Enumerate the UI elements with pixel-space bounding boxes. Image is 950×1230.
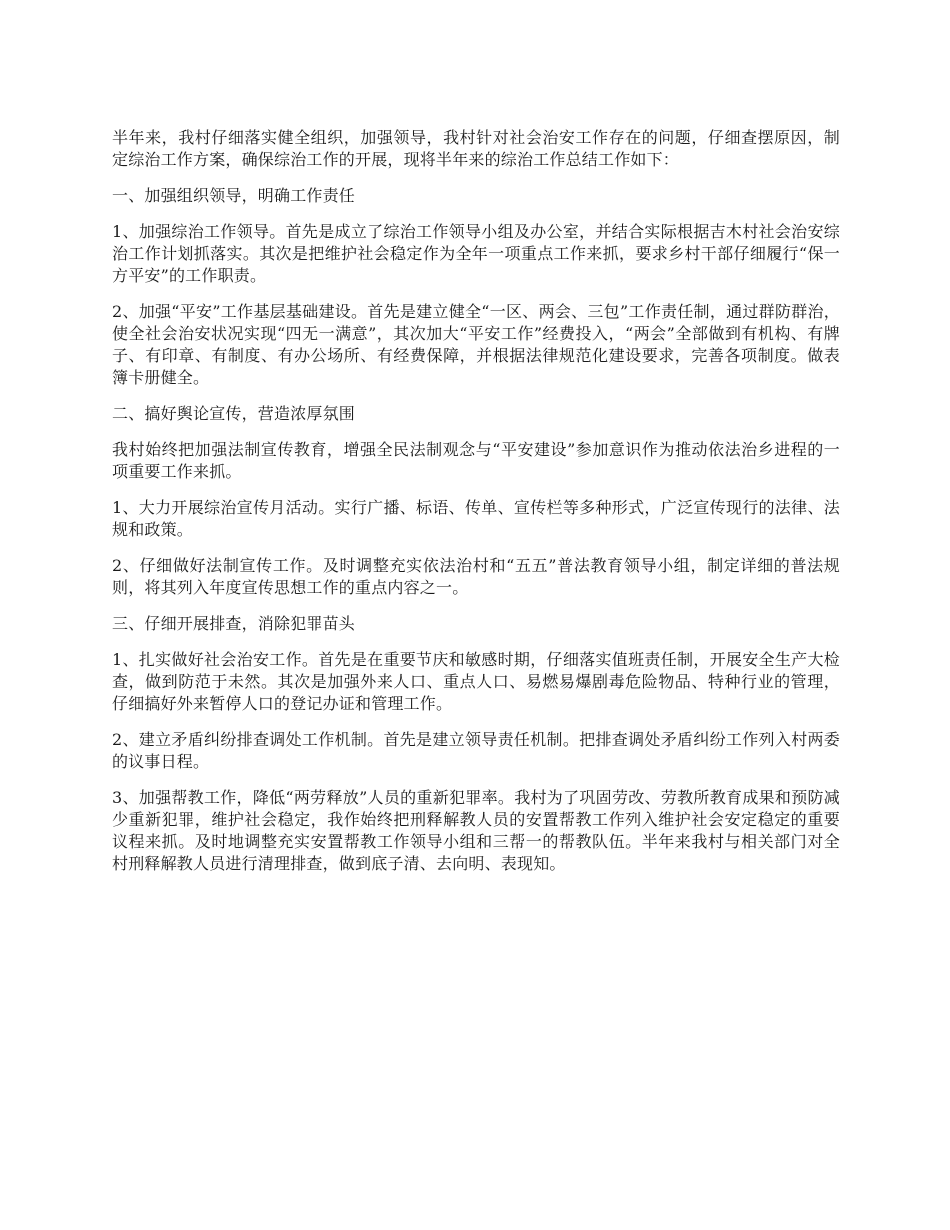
document-body (112, 127, 840, 889)
section-heading-1: 一、加强组织领导，明确工作责任 (112, 186, 356, 205)
intro-paragraph: 半年来，我村仔细落实健全组织，加强领导，我村针对社会治安工作存在的问题，仔细查摆原因，制定综治工作方案，确保综治工作的开展，现将半年来的综治工作总结工作如下： (112, 128, 840, 169)
paragraph-1-2: 2、加强“平安”工作基层基础建设。首先是建立健全“一区、两会、三包”工作责任制，通过群防群治，使全社会治安状况实现“四无一满意”，其次加大“平安工作”经费投入，“两会”全部做到有机构、有牌子、有印章、有制度、有办公场所、有经费保障，并根据法律规范化建设要求，完善各项制度。做表簿卡册健全。 (112, 302, 840, 387)
paragraph-2-intro: 我村始终把加强法制宣传教育，增强全民法制观念与“平安建设”参加意识作为推动依法治乡进程的一项重要工作来抓。 (112, 440, 840, 481)
section-heading-2: 二、搞好舆论宣传，营造浓厚氛围 (112, 404, 356, 423)
section-heading-3: 三、仔细开展排查，消除犯罪苗头 (112, 614, 356, 633)
paragraph-3-2: 2、建立矛盾纠纷排查调处工作机制。首先是建立领导责任机制。把排查调处矛盾纠纷工作列入村两委的议事日程。 (112, 730, 840, 771)
paragraph-2-2: 2、仔细做好法制宣传工作。及时调整充实依法治村和“五五”普法教育领导小组，制定详细的普法规则，将其列入年度宣传思想工作的重点内容之一。 (112, 556, 840, 597)
paragraph-2-1: 1、大力开展综治宣传月活动。实行广播、标语、传单、宣传栏等多种形式，广泛宣传现行的法律、法规和政策。 (112, 498, 840, 539)
paragraph-3-1: 1、扎实做好社会治安工作。首先是在重要节庆和敏感时期，仔细落实值班责任制，开展安全生产大检查，做到防范于未然。其次是加强外来人口、重点人口、易燃易爆剧毒危险物品、特种行业的管理，仔细搞好外来暂停人口的登记办证和管理工作。 (112, 650, 840, 713)
paragraph-1-1: 1、加强综治工作领导。首先是成立了综治工作领导小组及办公室，并结合实际根据吉木村社会治安综治工作计划抓落实。其次是把维护社会稳定作为全年一项重点工作来抓，要求乡村干部仔细履行“保一方平安”的工作职责。 (112, 222, 840, 285)
paragraph-3-3: 3、加强帮教工作，降低“两劳释放”人员的重新犯罪率。我村为了巩固劳改、劳教所教育成果和预防减少重新犯罪，维护社会稳定，我作始终把刑释解教人员的安置帮教工作列入维护社会安定稳定的重要议程来抓。及时地调整充实安置帮教工作领导小组和三帮一的帮教队伍。半年来我村与相关部门对全村刑释解教人员进行清理排查，做到底子清、去向明、表现知。 (112, 788, 840, 873)
